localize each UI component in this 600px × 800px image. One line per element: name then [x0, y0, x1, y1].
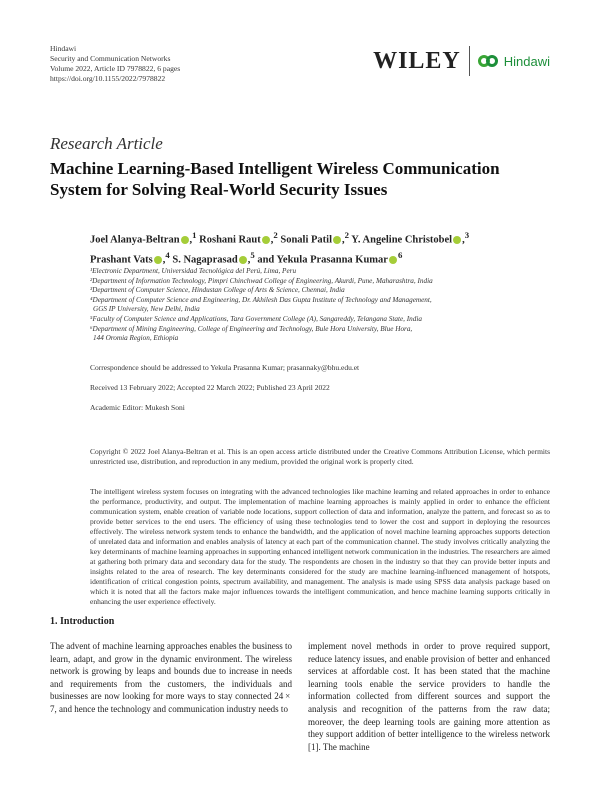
author-name[interactable]: Sonali Patil [280, 234, 332, 246]
author-sup: 2 [273, 230, 278, 240]
orcid-icon[interactable] [453, 236, 461, 244]
orcid-icon[interactable] [239, 256, 247, 264]
affiliation: ⁴Department of Computer Science and Engineering, Dr. Akhilesh Das Gupta Institute of Technology and Management, [90, 295, 432, 304]
body-column-right: implement novel methods in order to prove required support, reduce latency issues, and enable provision of better and enhanced services at affordable cost. It has been stated that the machine learning tools enable the service providers to handle the information collected from different sources and support the analysis and recognition of the patterns from the raw data; moreover, the deep learning tools are gaining more attention as they support addition of better intelligence to the wireless network [1]. The machine [308, 641, 550, 752]
affiliation: ¹Electronic Department, Universidad Tecnológica del Perú, Lima, Peru [90, 267, 297, 275]
author-name[interactable]: Yekula Prasanna Kumar [276, 254, 388, 265]
affiliation: 144 Oromia Region, Ethiopia [93, 334, 179, 343]
publisher-logos [373, 46, 550, 76]
author-name[interactable]: Prashant Vats [90, 254, 153, 265]
journal-line: Hindawi [50, 44, 77, 53]
logo-divider [469, 46, 470, 76]
orcid-icon[interactable] [154, 256, 162, 264]
doi-link[interactable]: https://doi.org/10.1155/2022/7978822 [50, 74, 166, 83]
journal-header [50, 44, 180, 84]
correspondence: Correspondence should be addressed to Yekula Prasanna Kumar; prasannaky@bhu.edu.et [90, 363, 360, 372]
author-sup: 2 [344, 230, 349, 240]
publication-dates: Received 13 February 2022; Accepted 22 March 2022; Published 23 April 2022 [90, 383, 330, 392]
journal-line: Security and Communication Networks [50, 54, 171, 63]
body-column-left: The advent of machine learning approaches enables the business to learn, adapt, and grow in the dynamic environment. The wireless network is growing by leaps and bounds due to increase in needs and requirements from the customers, the individuals and businesses are now looking for more ways to stay connected 24 × 7, and hence the technology and communication industry needs to [50, 641, 292, 714]
article-title: Machine Learning-Based Intelligent Wireless Communication System for Solving Real-World Security Issues [50, 159, 500, 199]
hindawi-logo-text: Hindawi [503, 53, 550, 69]
author-name[interactable]: Joel Alanya-Beltran [90, 234, 180, 246]
wiley-logo: WILEY [373, 47, 461, 74]
affiliation: ⁵Faculty of Computer Science and Applications, Tara Government College (A), Sangareddy, Telangana State, India [90, 314, 422, 323]
affiliation: ³Department of Computer Science, Hindustan College of Arts & Science, Chennai, India [90, 286, 345, 295]
orcid-icon[interactable] [333, 236, 341, 244]
author-sup: 4 [165, 249, 170, 260]
abstract: The intelligent wireless system focuses on integrating with the advanced technologies like machine learning and related approaches in order to enhance the performance, productivity, and output. The implementation of machine learning approaches is mainly applied in order to enhance the efficient communication system, enable creation of variable node locations, support collection of data and information, analyze the pattern, and forecast so as to provide better services to the end users. The efficiency of using these technologies tend to lower the cost and support in deploying the resources effectively. The wireless network system tends to enhance the bandwidth, and the application of novel machine learning approaches supports detection of unrelated data and information and enables analysis of latency at each part of the communication channel. The study involves critically analyzing the key determinants of machine learning approaches in supporting enhanced intelligent network communication in the industries. The researchers are aimed at gathering both primary data and secondary data for the study. The respondents are chosen in the industry so that they can provide better inputs and insights related to the area of research. The key determinants considered for the study are machine learning-influenced management of hotspots, identification of critical congestion points, spectrum availability, and management. The analysis is made using SPSS data analysis package based on which it is noted that all the factors make major influences towards the intelligent communication, and hence machine learning supports critically in enhancing the user experience effectively. [90, 487, 550, 606]
academic-editor: Academic Editor: Mukesh Soni [90, 403, 185, 412]
orcid-icon[interactable] [262, 236, 270, 244]
author-sup: 3 [464, 230, 470, 240]
author-line: Joel Alanya-Beltran ,$^1$ Roshani Raut ,$^2$ Sonali Patil ,$^2$ Y. Angeline Christobel ,$^3$ [90, 230, 470, 246]
affiliations [90, 267, 560, 344]
hindawi-logo-icon [478, 50, 500, 72]
affiliation: ²Department of Information Technology, Pimpri Chinchwad College of Engineering, Akurdi, Pune, Maharashtra, India [90, 276, 433, 285]
author-name[interactable]: S. Nagaprasad [172, 254, 238, 265]
journal-line: Volume 2022, Article ID 7978822, 6 pages [50, 64, 181, 73]
author-name[interactable]: Roshani Raut [199, 234, 261, 246]
article-type: Research Article [50, 134, 163, 153]
orcid-icon[interactable] [389, 256, 397, 264]
author-sup: 5 [250, 249, 255, 260]
orcid-icon[interactable] [181, 236, 189, 244]
author-name[interactable]: Y. Angeline Christobel [351, 234, 453, 246]
copyright-notice: Copyright © 2022 Joel Alanya-Beltran et al. This is an open access article distributed under the Creative Commons Attribution License, which permits unrestricted use, distribution, and reproduction in any medium, provided the original work is properly cited. [90, 447, 550, 466]
author-list [90, 228, 560, 267]
affiliation: ⁶Department of Mining Engineering, College of Engineering and Technology, Bule Hora University, Blue Hora, [90, 324, 413, 333]
affiliation: GGS IP University, New Delhi, India [93, 305, 200, 314]
author-sup: 6 [397, 249, 403, 260]
author-sup: 1 [192, 230, 197, 240]
author-line: Prashant Vats ,$^4$ S. Nagaprasad ,$^5$ and Yekula Prasanna Kumar $^6$ [90, 249, 403, 265]
section-heading: 1. Introduction [50, 616, 115, 627]
